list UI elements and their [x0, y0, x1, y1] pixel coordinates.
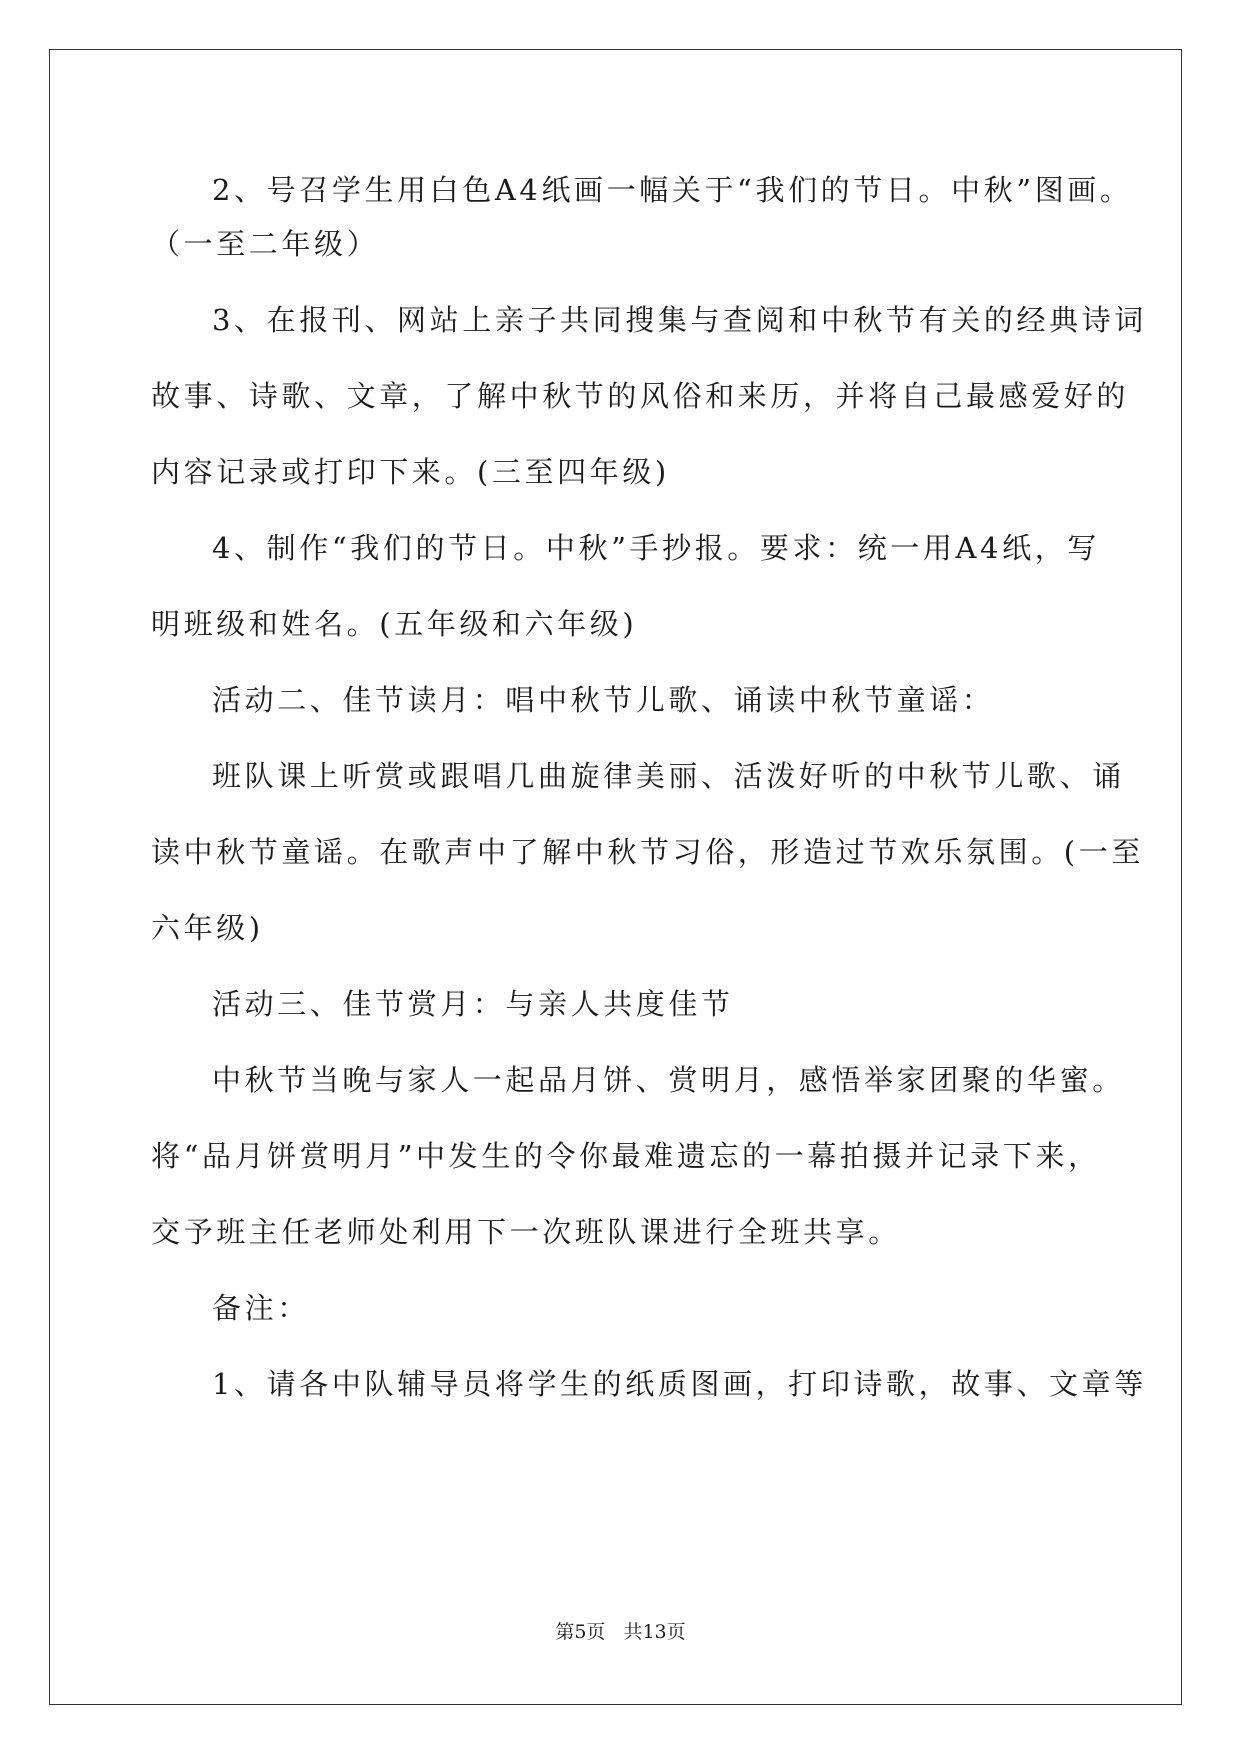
text-line: 故事、诗歌、文章，了解中秋节的风俗和来历，并将自己最感爱好的	[151, 379, 1130, 413]
text-line: 班队课上听赏或跟唱几曲旋律美丽、活泼好听的中秋节儿歌、诵	[212, 759, 1125, 793]
text-line: 4、制作“我们的节日。中秋”手抄报。要求：统一用A4纸，写	[212, 531, 1100, 565]
text-line: 3、在报刊、网站上亲子共同搜集与查阅和中秋节有关的经典诗词	[212, 303, 1147, 337]
text-line: 中秋节当晚与家人一起品月饼、赏明月，感悟举家团聚的华蜜。	[212, 1063, 1125, 1097]
page-total: 共13页	[623, 1621, 686, 1643]
section-heading: 备注：	[212, 1291, 310, 1325]
text-line: 2、号召学生用白色A4纸画一幅关于“我们的节日。中秋”图画。	[212, 173, 1133, 207]
section-heading: 活动二、佳节读月：唱中秋节儿歌、诵读中秋节童谣：	[212, 683, 995, 717]
page-border	[49, 49, 1182, 1705]
text-line: 将“品月饼赏明月”中发生的令你最难遗忘的一幕拍摄并记录下来，	[151, 1139, 1101, 1173]
text-line: 明班级和姓名。(五年级和六年级)	[151, 607, 638, 641]
text-line: 六年级)	[151, 911, 264, 945]
section-heading: 活动三、佳节赏月：与亲人共度佳节	[212, 987, 734, 1021]
text-line: 交予班主任老师处利用下一次班队课进行全班共享。	[151, 1215, 901, 1249]
text-line: 读中秋节童谣。在歌声中了解中秋节习俗，形造过节欢乐氛围。(一至	[151, 835, 1144, 869]
text-line: （一至二年级）	[151, 227, 380, 261]
text-line: 内容记录或打印下来。(三至四年级)	[151, 455, 670, 489]
page-number: 第5页	[555, 1621, 606, 1643]
page-footer	[0, 1620, 1241, 1644]
text-line: 1、请各中队辅导员将学生的纸质图画，打印诗歌，故事、文章等	[212, 1367, 1147, 1401]
